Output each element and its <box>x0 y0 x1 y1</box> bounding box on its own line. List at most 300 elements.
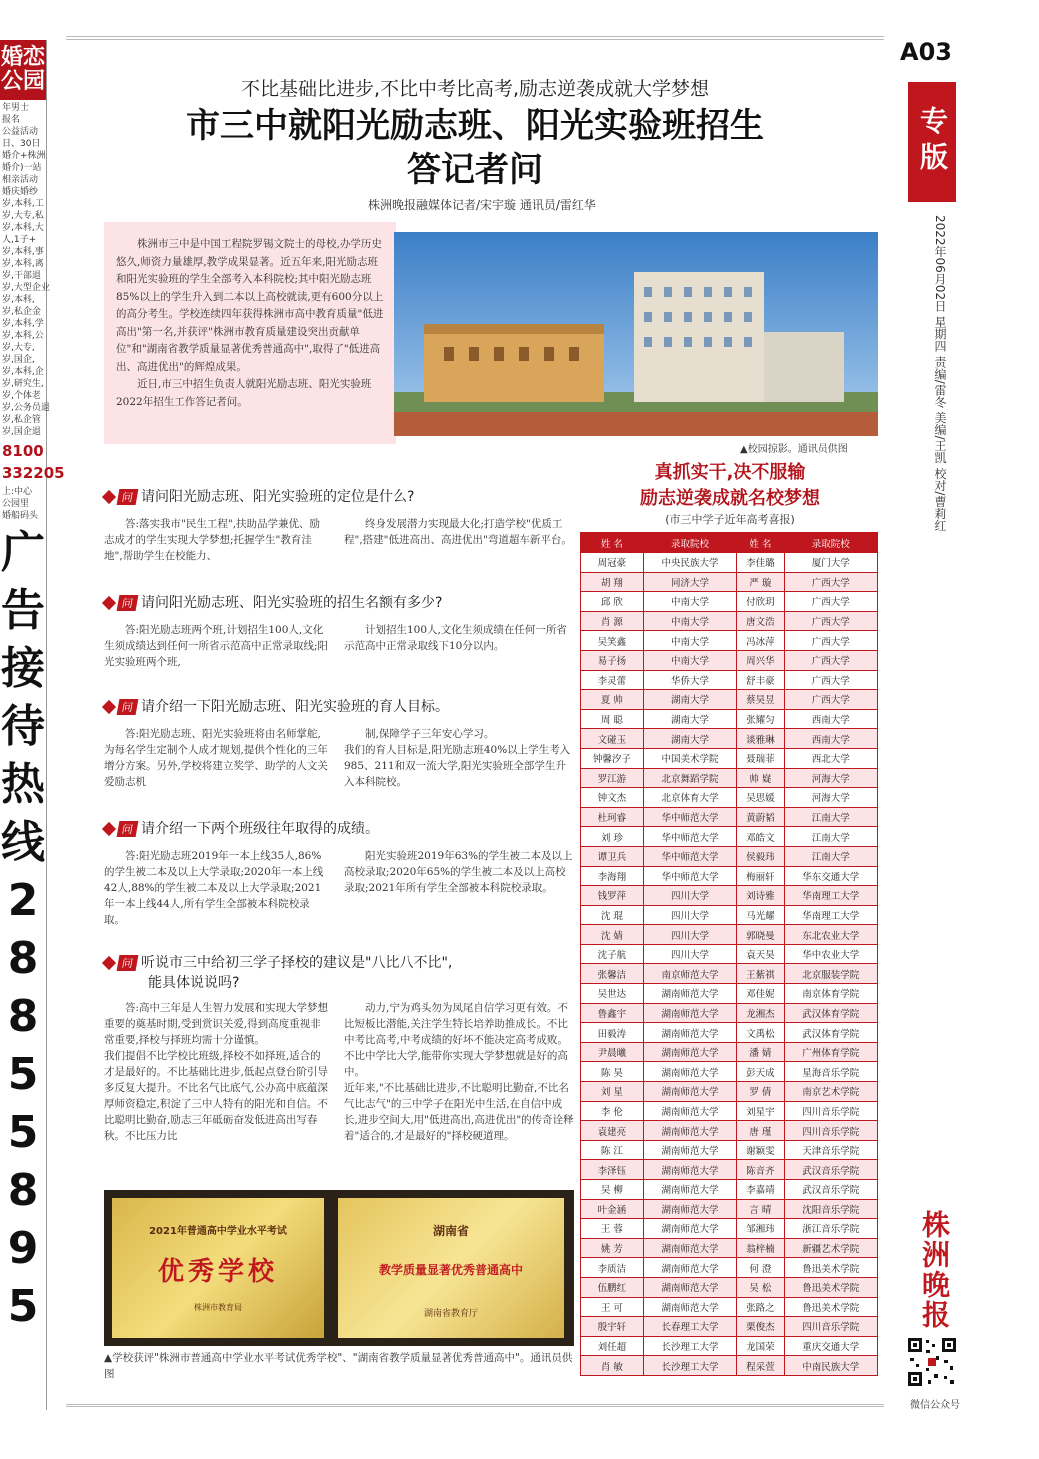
table-row <box>581 1160 878 1180</box>
student-name-cell: 沈子航 <box>581 944 644 964</box>
ad-address-line: 公园里 <box>2 499 30 509</box>
university-cell: 湖南大学 <box>643 729 736 749</box>
question-text: 请问阳光励志班、阳光实验班的定位是什么? <box>141 489 415 505</box>
student-name-cell: 叶金涵 <box>581 1199 644 1219</box>
answer-2-right: 计划招生100人,文化生须成绩在任何一所省示范高中正常录取线下10分以内。 <box>344 624 567 652</box>
table-row <box>581 592 878 612</box>
student-name-cell: 龙国荣 <box>737 1336 784 1356</box>
university-cell: 西南大学 <box>784 729 877 749</box>
table-row <box>581 748 878 768</box>
student-name-cell: 刘任超 <box>581 1336 644 1356</box>
student-name-cell: 侯毅玮 <box>737 846 784 866</box>
answer-1-left: 答:落实我市"民生工程",扶助品学兼优、励志成才的学生实现大学梦想;托握学生"教育洼地",帮助学生在校能力、 <box>104 518 321 562</box>
university-cell: 西南大学 <box>784 709 877 729</box>
answer-4-right: 阳光实验班2019年63%的学生被二本及以上高校录取;2020年65%的学生被二本及以上高校录取;2021年所有学生全部被本科院校录取。 <box>344 850 573 894</box>
student-name-cell: 何 澄 <box>737 1258 784 1278</box>
ad-line: 岁,本科, <box>2 295 35 305</box>
table-row <box>581 650 878 670</box>
student-name-cell: 胡 翔 <box>581 572 644 592</box>
university-cell: 广西大学 <box>784 631 877 651</box>
diamond-icon <box>102 596 116 610</box>
university-cell: 湖南师范大学 <box>643 984 736 1004</box>
university-cell: 武汉音乐学院 <box>784 1160 877 1180</box>
ad-line: 日、30日 <box>2 139 41 149</box>
hotline-char: 5 <box>7 1281 39 1332</box>
table-row <box>581 866 878 886</box>
table-row <box>581 1199 878 1219</box>
table-row <box>581 846 878 866</box>
student-name-cell: 姚 芳 <box>581 1238 644 1258</box>
table-row <box>581 1140 878 1160</box>
student-name-cell: 陈 江 <box>581 1140 644 1160</box>
diamond-icon <box>102 822 116 836</box>
university-cell: 厦门大学 <box>784 553 877 573</box>
hotline-char: 热 <box>1 759 45 810</box>
student-name-cell: 唐文浩 <box>737 611 784 631</box>
byline: 株洲晚报融媒体记者/宋宇璇 通讯员/雷红华 <box>368 198 596 212</box>
table-row <box>581 631 878 651</box>
university-cell: 鲁迅美术学院 <box>784 1258 877 1278</box>
ad-line: 岁,研究生, <box>2 379 44 389</box>
ad-line: 公益活动 <box>2 127 39 137</box>
student-name-cell: 彭天成 <box>737 1062 784 1082</box>
ad-line: 年男士 <box>2 103 30 113</box>
university-cell: 沈阳音乐学院 <box>784 1199 877 1219</box>
university-cell: 四川大学 <box>643 944 736 964</box>
date-line: 2022年06月02日 星期四 责编/雷冬 美编/王凯 校对/曹莉红 <box>933 215 947 532</box>
university-cell: 广西大学 <box>784 690 877 710</box>
student-name-cell: 沈 琨 <box>581 905 644 925</box>
table-row <box>581 905 878 925</box>
university-cell: 河海大学 <box>784 768 877 788</box>
student-name-cell: 黄蔚韬 <box>737 807 784 827</box>
student-name-cell: 罗 倩 <box>737 1082 784 1102</box>
ad-line: 人,1子+ <box>2 235 37 245</box>
question-text: 请介绍一下阳光励志班、阳光实验班的育人目标。 <box>141 699 449 715</box>
table-row <box>581 944 878 964</box>
student-name-cell: 周冠豪 <box>581 553 644 573</box>
university-cell: 湖南师范大学 <box>643 1140 736 1160</box>
student-name-cell: 吴笑鑫 <box>581 631 644 651</box>
ad-line: 岁,本科,学 <box>2 319 44 329</box>
student-name-cell: 冯冰萍 <box>737 631 784 651</box>
student-name-cell: 周 聪 <box>581 709 644 729</box>
table-subtitle: (市三中学子近年高考喜报) <box>665 513 795 526</box>
hotline-char: 8 <box>7 933 39 984</box>
university-cell: 长春理工大学 <box>643 1317 736 1337</box>
page-code: A03 <box>900 38 952 66</box>
student-name-cell: 谭卫兵 <box>581 846 644 866</box>
ad-line: 岁,个体老 <box>2 391 41 401</box>
bottom-rule <box>66 1404 884 1407</box>
table-row <box>581 690 878 710</box>
student-name-cell: 袁建亮 <box>581 1121 644 1141</box>
ad-line: 岁,本科,离 <box>2 259 44 269</box>
university-cell: 中国美术学院 <box>643 748 736 768</box>
ad-address <box>0 484 46 524</box>
university-cell: 天津音乐学院 <box>784 1140 877 1160</box>
university-cell: 华东交通大学 <box>784 866 877 886</box>
university-cell: 华中师范大学 <box>643 807 736 827</box>
table-row <box>581 1356 878 1376</box>
student-name-cell: 严 璇 <box>737 572 784 592</box>
student-name-cell: 李质洁 <box>581 1258 644 1278</box>
column-header: 录取院校 <box>784 533 877 553</box>
student-name-cell: 谢颖雯 <box>737 1140 784 1160</box>
award-caption: ▲学校获评"株洲市普通高中学业水平考试优秀学校"、"湖南省教学质量显著优秀普通高中"。通讯员供图 <box>104 1352 573 1380</box>
student-name-cell: 邓皓文 <box>737 827 784 847</box>
table-row <box>581 611 878 631</box>
student-name-cell: 王 可 <box>581 1297 644 1317</box>
student-name-cell: 王紫祺 <box>737 964 784 984</box>
student-name-cell: 钟文杰 <box>581 788 644 808</box>
table-row <box>581 1277 878 1297</box>
award-plaque-right <box>338 1198 564 1338</box>
university-cell: 江南大学 <box>784 807 877 827</box>
student-name-cell: 王 蓉 <box>581 1219 644 1239</box>
student-name-cell: 潘 婧 <box>737 1042 784 1062</box>
question-4 <box>104 818 574 838</box>
answer-1-right: 终身发展潜力实现最大化;打造学校"优质工程",搭建"低进高出、高进优出"弯道超车新平台。 <box>344 518 572 546</box>
table-row <box>581 1336 878 1356</box>
award-plaques-photo <box>104 1190 574 1346</box>
intro-paragraph: 近日,市三中招生负责人就阳光励志班、阳光实验班2022年招生工作答记者问。 <box>116 378 372 408</box>
university-cell: 中南大学 <box>643 611 736 631</box>
ad-line: 岁,干部退 <box>2 271 41 281</box>
photo-caption: ▲校园掠影。通讯员供图 <box>740 444 848 455</box>
university-cell: 广西大学 <box>784 611 877 631</box>
university-cell: 中央民族大学 <box>643 553 736 573</box>
university-cell: 华中师范大学 <box>643 866 736 886</box>
ad-line: 岁,国企退 <box>2 427 41 437</box>
ad-line: 婚介+株洲 <box>2 151 46 161</box>
student-name-cell: 夏 帅 <box>581 690 644 710</box>
table-row <box>581 1023 878 1043</box>
university-cell: 新疆艺术学院 <box>784 1238 877 1258</box>
hotline-char: 广 <box>1 527 45 578</box>
student-name-cell: 邹湘玮 <box>737 1219 784 1239</box>
ad-line: 岁,私企金 <box>2 307 41 317</box>
university-cell: 重庆交通大学 <box>784 1336 877 1356</box>
student-name-cell: 殷宇轩 <box>581 1317 644 1337</box>
intro-paragraph: 株洲市三中是中国工程院罗锡文院士的母校,办学历史悠久,师资力量雄厚,教学成果显著。近五年来,阳光励志班和阳光实验班的学生全部考入本科院校;其中阳光励志班85%以上的学生升入到二本以上高校就读,更有600分以上的高分考生。学校连续四年获得株洲市高中教育质量"低进高出"第一名,并获评"株洲市教育质量建设突出贡献单位"和"湖南省教学质量显著优秀普通高中",取得了"低进高出、高进优出"的辉煌成果。 <box>116 238 384 373</box>
ad-line: 岁,大专,私 <box>2 211 44 221</box>
student-name-cell: 罗江游 <box>581 768 644 788</box>
headline-line-2: 答记者问 <box>407 150 543 190</box>
table-row <box>581 1042 878 1062</box>
university-cell: 湖南师范大学 <box>643 1219 736 1239</box>
question-mark-label: 问 <box>117 955 139 971</box>
answer-2-left: 答:阳光励志班两个班,计划招生100人,文化生须成绩达到任何一所省示范高中正常录取线;阳光实验班两个班, <box>104 624 329 668</box>
answer-5-left: 答:高中三年是人生智力发展和实现大学梦想重要的奠基时期,受到赏识关爱,得到高度重视非常重要,择校与择班均需十分谨慎。 我们提倡不比学校比班级,择校不如择班,适合的才是最好的。不比基础比进步,低起点登台阶引导多反复大提升。不比名气比底气,公办高中底蕴深厚师资稳定,积淀了三中人特有的阳光和自信。不比聪明比勤奋,励志三年砥砺奋发低进高出写春秋。不比压力比 <box>104 1002 329 1142</box>
plaque-main: 教学质量显著优秀普通高中 <box>378 1263 523 1277</box>
table-row <box>581 1121 878 1141</box>
student-name-cell: 唐 瑾 <box>737 1121 784 1141</box>
hotline-char: 待 <box>1 701 45 752</box>
student-name-cell: 文禹松 <box>737 1023 784 1043</box>
university-cell: 武汉体育学院 <box>784 1003 877 1023</box>
university-cell: 湖南大学 <box>643 690 736 710</box>
university-cell: 湖南师范大学 <box>643 1003 736 1023</box>
student-name-cell: 龙湘杰 <box>737 1003 784 1023</box>
admission-table <box>580 532 878 1376</box>
section-tab: 专版 <box>908 82 956 202</box>
question-text: 听说市三中给初三学子择校的建议是"八比八不比", <box>141 955 453 971</box>
university-cell: 长沙理工大学 <box>643 1356 736 1376</box>
diamond-icon <box>102 490 116 504</box>
university-cell: 江南大学 <box>784 846 877 866</box>
ad-address-line: 婚船码头 <box>2 511 39 521</box>
student-name-cell: 刘诗雅 <box>737 886 784 906</box>
university-cell: 西北大学 <box>784 748 877 768</box>
university-cell: 同济大学 <box>643 572 736 592</box>
university-cell: 长沙理工大学 <box>643 1336 736 1356</box>
ad-line: 岁,大专, <box>2 343 35 353</box>
question-mark-label: 问 <box>117 595 139 611</box>
student-name-cell: 帅 嶷 <box>737 768 784 788</box>
table-row <box>581 1003 878 1023</box>
ad-line: 岁,国企, <box>2 355 35 365</box>
qr-code-icon <box>906 1336 958 1388</box>
student-name-cell: 舒丰豪 <box>737 670 784 690</box>
student-name-cell: 李泽钰 <box>581 1160 644 1180</box>
university-cell: 湖南大学 <box>643 709 736 729</box>
university-cell: 中南大学 <box>643 650 736 670</box>
student-name-cell: 肖 敏 <box>581 1356 644 1376</box>
student-name-cell: 马光耀 <box>737 905 784 925</box>
ad-line: 岁,本科,公 <box>2 331 44 341</box>
table-row <box>581 925 878 945</box>
ad-line: 岁,本科,工 <box>2 199 44 209</box>
university-cell: 湖南师范大学 <box>643 1297 736 1317</box>
top-rule <box>66 36 884 40</box>
student-name-cell: 吴 柳 <box>581 1180 644 1200</box>
plaque-issuer: 湖南省教育厅 <box>423 1309 478 1319</box>
university-cell: 北京舞蹈学院 <box>643 768 736 788</box>
university-cell: 湖南师范大学 <box>643 1258 736 1278</box>
student-name-cell: 张路之 <box>737 1297 784 1317</box>
student-name-cell: 刘 珍 <box>581 827 644 847</box>
diamond-icon <box>102 700 116 714</box>
student-name-cell: 吴世达 <box>581 984 644 1004</box>
table-row <box>581 1297 878 1317</box>
university-cell: 鲁迅美术学院 <box>784 1297 877 1317</box>
university-cell: 河海大学 <box>784 788 877 808</box>
campus-photo <box>394 232 878 436</box>
answer-5-right: 动力,宁为鸡头勿为凤尾自信学习更有效。不比短板比潜能,关注学生特长培养助推成长。不比中考比高考,中考成绩的好坏不能决定高考成败。不比中学比大学,能带你实现大学梦想就是好的高中。 近年来,"不比基础比进步,不比聪明比勤奋,不比名气比志气"的三中学子在阳光中生活,在自信中成长,进步空间大,用"低进高出,高进优出"的传奇诠释着"适合的,才是最好的"择校硬道理。 <box>344 1002 574 1142</box>
hotline-char: 8 <box>7 1165 39 1216</box>
university-cell: 广西大学 <box>784 572 877 592</box>
table-row <box>581 1258 878 1278</box>
ad-phone-2: 332205 <box>2 464 65 482</box>
table-title-1: 真抓实干,决不服输 <box>654 462 806 483</box>
university-cell: 四川音乐学院 <box>784 1121 877 1141</box>
student-name-cell: 张耀匀 <box>737 709 784 729</box>
university-cell: 四川大学 <box>643 905 736 925</box>
university-cell: 湖南师范大学 <box>643 1101 736 1121</box>
table-row <box>581 572 878 592</box>
university-cell: 中南民族大学 <box>784 1356 877 1376</box>
question-mark-label: 问 <box>117 699 139 715</box>
table-row <box>581 807 878 827</box>
headline-line-1: 市三中就阳光励志班、阳光实验班招生 <box>186 106 764 146</box>
university-cell: 鲁迅美术学院 <box>784 1277 877 1297</box>
student-name-cell: 钟馨汐子 <box>581 748 644 768</box>
ad-phone-1: 8100 <box>2 442 44 460</box>
student-name-cell: 栗俊杰 <box>737 1317 784 1337</box>
hotline-char: 5 <box>7 1049 39 1100</box>
table-row <box>581 709 878 729</box>
hotline-char: 告 <box>1 585 45 636</box>
university-cell: 四川音乐学院 <box>784 1317 877 1337</box>
student-name-cell: 田毅涛 <box>581 1023 644 1043</box>
table-header-row <box>581 533 878 553</box>
student-name-cell: 邱 欣 <box>581 592 644 612</box>
university-cell: 湖南师范大学 <box>643 1082 736 1102</box>
question-3 <box>104 696 574 716</box>
student-name-cell: 周兴华 <box>737 650 784 670</box>
ad-line: 岁,本科,企 <box>2 367 44 377</box>
university-cell: 华中农业大学 <box>784 944 877 964</box>
ad-line: 婚介)一站 <box>2 163 42 173</box>
ad-hotline <box>0 524 46 1336</box>
plaque-issuer: 株洲市教育局 <box>194 1303 242 1312</box>
newspaper-logo: 株洲晚报 <box>918 1210 951 1330</box>
university-cell: 中南大学 <box>643 592 736 612</box>
column-header: 姓 名 <box>581 533 644 553</box>
student-name-cell: 李海翔 <box>581 866 644 886</box>
ad-address-line: 上:中心 <box>2 487 33 497</box>
ad-line: 婚庆婚纱 <box>2 187 39 197</box>
university-cell: 北京服装学院 <box>784 964 877 984</box>
diamond-icon <box>102 956 116 970</box>
intro-text <box>116 236 386 411</box>
ad-line: 报名 <box>2 115 21 125</box>
student-name-cell: 聂瑞菲 <box>737 748 784 768</box>
ad-line: 岁,本科,事 <box>2 247 44 257</box>
table-row <box>581 827 878 847</box>
university-cell: 湖南师范大学 <box>643 1121 736 1141</box>
table-row <box>581 964 878 984</box>
plaque-title: 2021年普通高中学业水平考试 <box>149 1226 287 1237</box>
table-row <box>581 1101 878 1121</box>
student-name-cell: 陈 昊 <box>581 1062 644 1082</box>
student-name-cell: 鲁鑫宇 <box>581 1003 644 1023</box>
student-name-cell: 刘 星 <box>581 1082 644 1102</box>
ad-line: 岁,大型企业 <box>2 283 50 293</box>
university-cell: 北京体育大学 <box>643 788 736 808</box>
university-cell: 广西大学 <box>784 650 877 670</box>
table-row <box>581 670 878 690</box>
question-text: 请问阳光励志班、阳光实验班的招生名额有多少? <box>141 595 443 611</box>
university-cell: 广西大学 <box>784 670 877 690</box>
university-cell: 四川大学 <box>643 925 736 945</box>
university-cell: 四川大学 <box>643 886 736 906</box>
student-name-cell: 沈 婧 <box>581 925 644 945</box>
student-name-cell: 尹晨曦 <box>581 1042 644 1062</box>
answer-3-left: 答:阳光励志班、阳光实验班将由名师掌舵,为每名学生定制个人成才规划,提供个性化的三年增分方案。另外,学校将建立奖学、助学的人文关爱励志机 <box>104 728 328 788</box>
university-cell: 湖南师范大学 <box>643 1277 736 1297</box>
plaque-title: 湖南省 <box>432 1224 469 1238</box>
student-name-cell: 蔡昊昱 <box>737 690 784 710</box>
university-cell: 中南大学 <box>643 631 736 651</box>
university-cell: 湖南师范大学 <box>643 1042 736 1062</box>
answer-3-right: 制,保障学子三年安心学习。 我们的育人目标是,阳光励志班40%以上学生考入985、211和双一流大学,阳光实验班全部学生升入本科院校。 <box>344 728 571 788</box>
university-cell: 华侨大学 <box>643 670 736 690</box>
table-row <box>581 984 878 1004</box>
table-row <box>581 553 878 573</box>
university-cell: 广西大学 <box>784 592 877 612</box>
ad-line: 岁,私企管 <box>2 415 41 425</box>
university-cell: 四川音乐学院 <box>784 1101 877 1121</box>
table-row <box>581 886 878 906</box>
student-name-cell: 邓佳妮 <box>737 984 784 1004</box>
ad-line: 岁,本科,大 <box>2 223 44 233</box>
university-cell: 南京师范大学 <box>643 964 736 984</box>
question-2 <box>104 592 574 612</box>
student-name-cell: 言 晴 <box>737 1199 784 1219</box>
table-row <box>581 1180 878 1200</box>
qr-caption: 微信公众号 <box>910 1400 960 1411</box>
student-name-cell: 张馨洁 <box>581 964 644 984</box>
hotline-char: 8 <box>7 991 39 1042</box>
student-name-cell: 易子扬 <box>581 650 644 670</box>
hotline-char: 接 <box>1 643 45 694</box>
university-cell: 华南理工大学 <box>784 886 877 906</box>
hotline-char: 线 <box>1 817 45 868</box>
ad-line: 相亲活动 <box>2 175 39 185</box>
award-plaque-left <box>112 1198 324 1338</box>
answer-4-left: 答:阳光励志班2019年一本上线35人,86%的学生被二本及以上大学录取;2020年一本上线42人,88%的学生被二本及以上大学录取;2021年一本上线44人,所有学生全部被本科院校录取。 <box>104 850 324 926</box>
university-cell: 华中师范大学 <box>643 827 736 847</box>
university-cell: 武汉体育学院 <box>784 1023 877 1043</box>
student-name-cell: 刘星宇 <box>737 1101 784 1121</box>
student-name-cell: 程采萱 <box>737 1356 784 1376</box>
university-cell: 江南大学 <box>784 827 877 847</box>
student-name-cell: 谈雅琳 <box>737 729 784 749</box>
left-ad-strip <box>0 40 65 1410</box>
column-header: 录取院校 <box>643 533 736 553</box>
hotline-char: 5 <box>7 1107 39 1158</box>
student-name-cell: 钱罗萍 <box>581 886 644 906</box>
student-name-cell: 李佳璐 <box>737 553 784 573</box>
question-text-line-2: 能具体说说吗? <box>148 975 240 991</box>
university-cell: 湖南师范大学 <box>643 1062 736 1082</box>
question-text: 请介绍一下两个班级往年取得的成绩。 <box>141 821 379 837</box>
column-header: 姓 名 <box>737 533 784 553</box>
student-name-cell: 梅丽轩 <box>737 866 784 886</box>
question-mark-label: 问 <box>117 489 139 505</box>
university-cell: 湖南师范大学 <box>643 1238 736 1258</box>
university-cell: 湖南师范大学 <box>643 1023 736 1043</box>
student-name-cell: 李 伦 <box>581 1101 644 1121</box>
student-name-cell: 李灵蕾 <box>581 670 644 690</box>
university-cell: 南京体育学院 <box>784 984 877 1004</box>
table-row <box>581 1219 878 1239</box>
table-row <box>581 1062 878 1082</box>
student-name-cell: 伍鹏红 <box>581 1277 644 1297</box>
student-name-cell: 吴思媛 <box>737 788 784 808</box>
student-name-cell: 吴 松 <box>737 1277 784 1297</box>
table-title-2: 励志逆袭成就名校梦想 <box>640 488 820 509</box>
university-cell: 华南理工大学 <box>784 905 877 925</box>
ad-line: 岁,公务员退 <box>2 403 50 413</box>
university-cell: 武汉音乐学院 <box>784 1180 877 1200</box>
university-cell: 广州体育学院 <box>784 1042 877 1062</box>
student-name-cell: 袁天昊 <box>737 944 784 964</box>
subheadline: 不比基础比进步,不比中考比高考,励志逆袭成就大学梦想 <box>240 78 710 100</box>
university-cell: 湖南师范大学 <box>643 1160 736 1180</box>
